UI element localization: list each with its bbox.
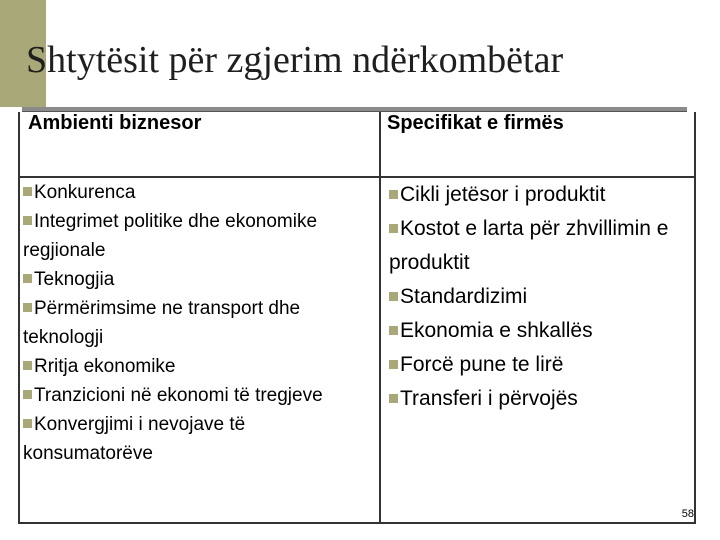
list-item [389, 382, 689, 416]
list-item-text: Standardizimi [400, 285, 528, 308]
list-item [389, 314, 689, 348]
square-bullet-icon [389, 190, 398, 199]
list-item [23, 352, 373, 381]
content-table [18, 112, 696, 524]
list-item [389, 178, 689, 212]
square-bullet-icon [389, 292, 398, 301]
list-item [23, 294, 373, 352]
square-bullet-icon [23, 274, 32, 283]
square-bullet-icon [23, 419, 32, 428]
list-item-text: Teknogjia [34, 269, 115, 290]
square-bullet-icon [389, 224, 398, 233]
list-item-text: Rritja ekonomike [34, 356, 176, 377]
square-bullet-icon [23, 187, 32, 196]
business-environment-list [23, 178, 373, 468]
list-item-text: Kostot e larta për zhvillimin e produktit [389, 217, 669, 274]
list-item [23, 410, 373, 468]
list-item-text: Tranzicioni në ekonomi të tregjeve [34, 385, 323, 406]
header-firm-specifics: Specifikat e firmës [387, 112, 564, 134]
header-business-environment: Ambienti biznesor [28, 112, 202, 134]
square-bullet-icon [23, 216, 32, 225]
list-item [389, 212, 689, 280]
list-item [23, 265, 373, 294]
list-item [389, 280, 689, 314]
list-item [23, 381, 373, 410]
list-item-text: Konvergjimi i nevojave të konsumatorëve [23, 414, 246, 464]
square-bullet-icon [389, 326, 398, 335]
square-bullet-icon [389, 394, 398, 403]
square-bullet-icon [23, 390, 32, 399]
square-bullet-icon [389, 360, 398, 369]
list-item-text: Forcë pune te lirë [400, 353, 564, 376]
list-item-text: Transferi i përvojës [400, 387, 578, 410]
firm-specifics-list [389, 178, 689, 416]
slide-title: Shtytësit për zgjerim ndërkombëtar [26, 39, 564, 81]
list-item-text: Ekonomia e shkallës [400, 319, 593, 342]
list-item [23, 207, 373, 265]
list-item-text: Përmërimsime ne transport dhe teknologji [23, 298, 301, 348]
list-item [389, 348, 689, 382]
square-bullet-icon [23, 303, 32, 312]
page-number: 58 [681, 508, 694, 520]
column-divider [379, 112, 381, 522]
square-bullet-icon [23, 361, 32, 370]
list-item-text: Integrimet politike dhe ekonomike regjionale [23, 211, 318, 261]
list-item-text: Cikli jetësor i produktit [400, 183, 606, 206]
list-item [23, 178, 373, 207]
list-item-text: Konkurenca [34, 182, 136, 203]
